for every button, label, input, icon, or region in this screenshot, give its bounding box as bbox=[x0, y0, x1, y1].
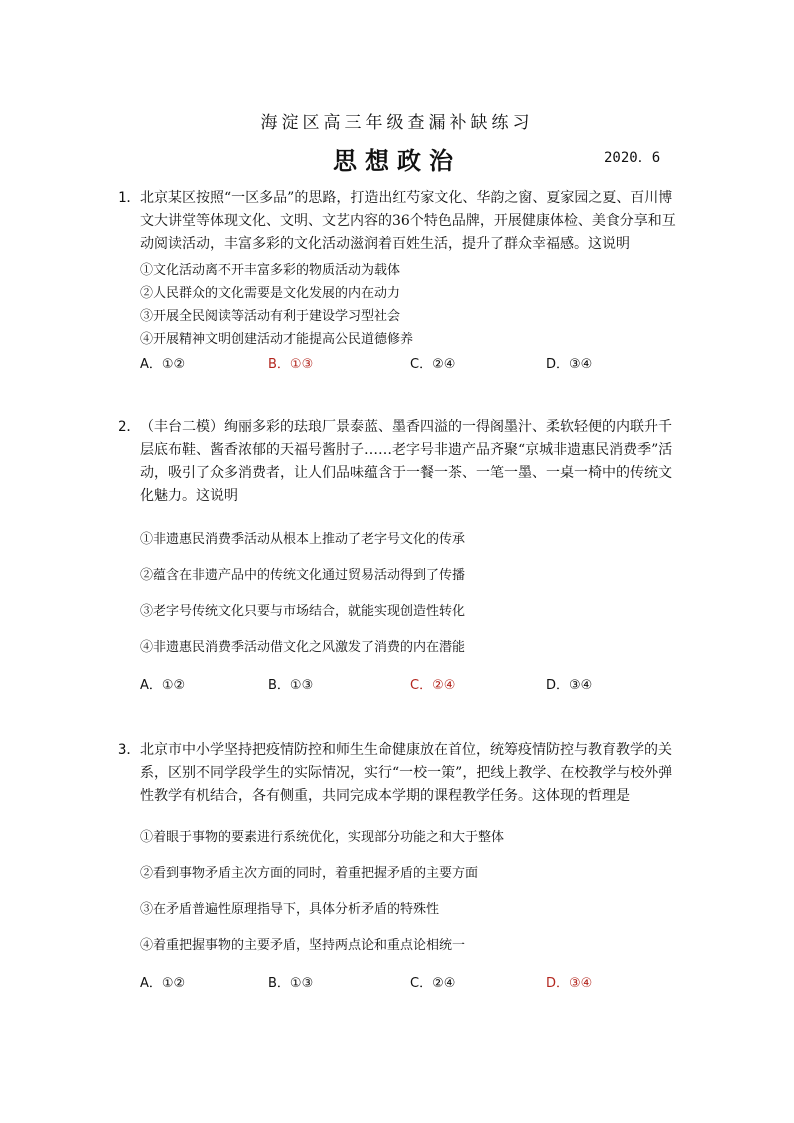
statement-3: ③在矛盾普遍性原理指导下，具体分析矛盾的特殊性 bbox=[140, 902, 440, 917]
statement-4: ④开展精神文明创建活动才能提高公民道德修养 bbox=[140, 332, 414, 347]
exam-subtitle: 海淀区高三年级查漏补缺练习 bbox=[260, 113, 534, 133]
answer-b-correct: B．①③ bbox=[268, 357, 314, 372]
statement-2: ②看到事物矛盾主次方面的同时，着重把握矛盾的主要方面 bbox=[140, 866, 479, 881]
question-number: 3． bbox=[118, 742, 141, 758]
answer-c: C．②④ bbox=[410, 357, 456, 372]
question-stem bbox=[118, 739, 678, 808]
answer-choices bbox=[118, 674, 678, 694]
answer-a: A．①② bbox=[140, 357, 186, 372]
question-stem bbox=[118, 416, 678, 508]
answer-choices bbox=[118, 353, 678, 373]
answer-a: A．①② bbox=[140, 976, 186, 991]
answer-d-correct: D．③④ bbox=[546, 976, 593, 991]
question-3 bbox=[118, 739, 678, 992]
statement-2: ②人民群众的文化需要是文化发展的内在动力 bbox=[140, 286, 401, 301]
question-text: （丰台二模）绚丽多彩的珐琅厂景泰蓝、墨香四溢的一得阁墨汁、柔软轻便的内联升千层底布鞋、酱香浓郁的天福号酱肘子……老字号非遗产品齐聚“京城非遗惠民消费季”活动，吸引了众多消费者，让人们品味蕴含于一餐一茶、一笔一墨、一桌一椅中的传统文化魅力。这说明 bbox=[140, 419, 673, 504]
statement-1: ①文化活动离不开丰富多彩的物质活动为载体 bbox=[140, 263, 401, 278]
exam-date: 2020．6 bbox=[604, 150, 661, 166]
statement-3: ③老字号传统文化只要与市场结合，就能实现创造性转化 bbox=[140, 604, 466, 619]
statement-1: ①非遗惠民消费季活动从根本上推动了老字号文化的传承 bbox=[140, 532, 466, 547]
answer-d: D．③④ bbox=[546, 678, 593, 693]
question-2 bbox=[118, 416, 678, 694]
subject-title: 思想政治 bbox=[333, 146, 461, 175]
statement-3: ③开展全民阅读等活动有利于建设学习型社会 bbox=[140, 309, 401, 324]
answer-b: B．①③ bbox=[268, 976, 314, 991]
answer-a: A．①② bbox=[140, 678, 186, 693]
question-number: 1． bbox=[118, 190, 141, 206]
question-number: 2． bbox=[118, 419, 141, 435]
answer-b: B．①③ bbox=[268, 678, 314, 693]
question-stem bbox=[118, 187, 678, 256]
question-text: 北京市中小学坚持把疫情防控和师生生命健康放在首位，统筹疫情防控与教育教学的关系，区别不同学段学生的实际情况，实行“一校一策”，把线上教学、在校教学与校外弹性教学有机结合，各有侧重，共同完成本学期的课程教学任务。这体现的哲理是 bbox=[140, 742, 673, 804]
question-text: 北京某区按照“一区多品”的思路，打造出红芍家文化、华韵之窗、夏家园之夏、百川博文大讲堂等体现文化、文明、文艺内容的36个特色品牌，开展健康体检、美食分享和互动阅读活动，丰富多彩的文化活动滋润着百姓生活，提升了群众幸福感。这说明 bbox=[140, 190, 676, 252]
answer-choices bbox=[118, 972, 678, 992]
statement-2: ②蕴含在非遗产品中的传统文化通过贸易活动得到了传播 bbox=[140, 568, 466, 583]
answer-d: D．③④ bbox=[546, 357, 593, 372]
statement-4: ④非遗惠民消费季活动借文化之风激发了消费的内在潜能 bbox=[140, 640, 466, 655]
answer-c: C．②④ bbox=[410, 976, 456, 991]
answer-c-correct: C．②④ bbox=[410, 678, 456, 693]
statement-1: ①着眼于事物的要素进行系统优化，实现部分功能之和大于整体 bbox=[140, 830, 505, 845]
statement-4: ④着重把握事物的主要矛盾，坚持两点论和重点论相统一 bbox=[140, 938, 466, 953]
question-1 bbox=[118, 187, 678, 373]
